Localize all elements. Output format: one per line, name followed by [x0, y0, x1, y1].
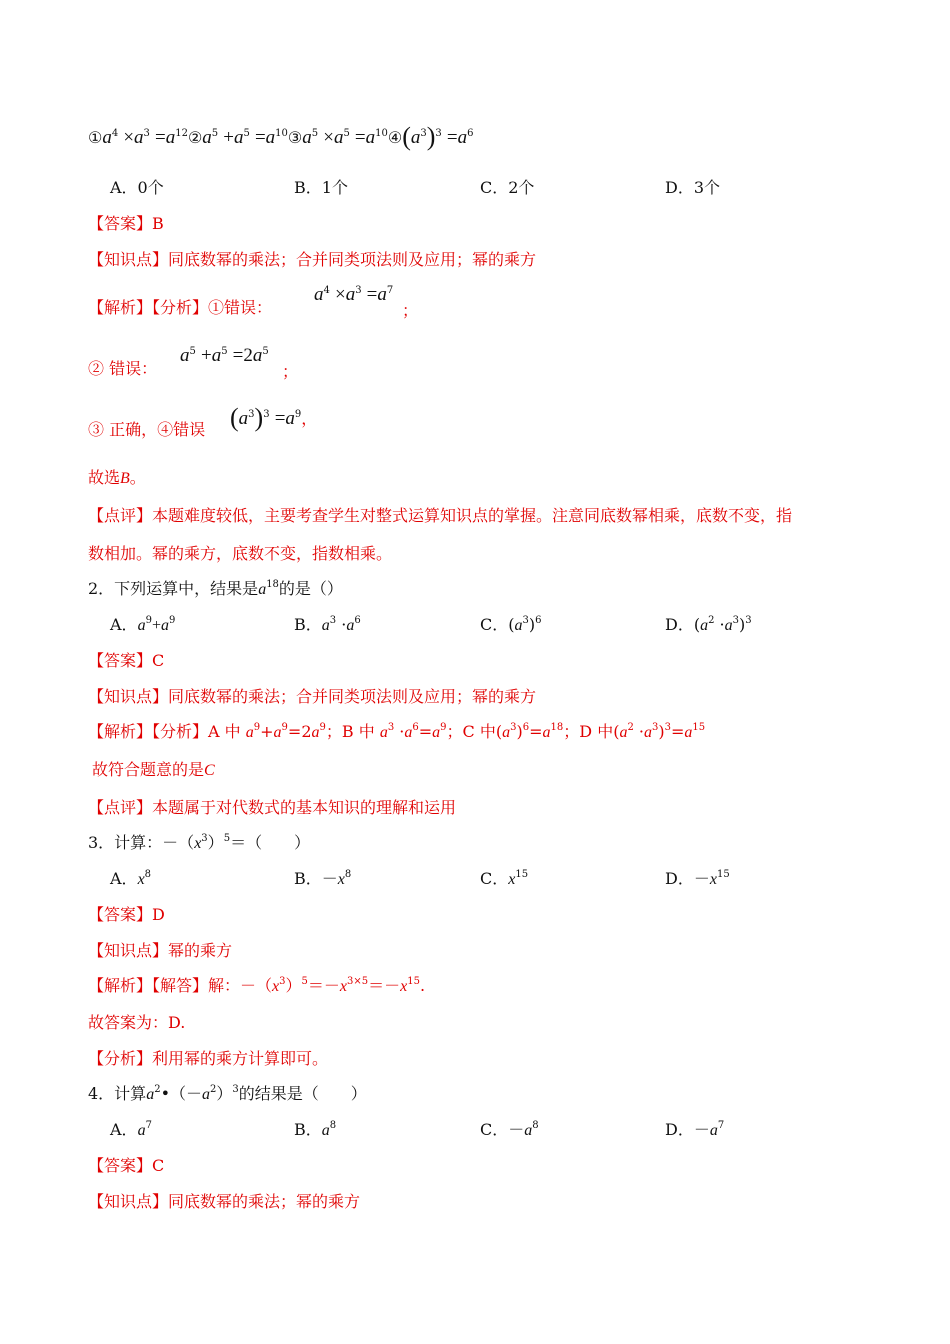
q2-option-d: D．$(a^2 \cdot a^3)^3$ [665, 615, 752, 634]
circled-1: ① [88, 128, 103, 147]
q3-option-a: A．$x^8$ [110, 869, 152, 888]
q1-expression: $①a^4 \times a^3$ $=a^{12}②a^5 +a^5$ $=a^{10}③a^5 \times a^5$ $=a^{10}④(a^3)^3 =a^6$ [88, 122, 474, 151]
q4-answer: 【答案】C [88, 1156, 165, 1175]
q1-analysis: 【解析】【分析】①错误： [88, 298, 273, 317]
q2-answer: 【答案】C [88, 651, 165, 670]
q2-knowledge: 【知识点】同底数幂的乘法；合并同类项法则及应用；幂的乘方 [88, 687, 537, 706]
q1-analysis-formula-3: $(a^3)^3 =a^9$， [230, 403, 318, 432]
q4-option-a: A．$a^7$ [110, 1120, 152, 1139]
q3-option-b: B．$-x^8$ [294, 869, 352, 888]
q2-stem: 2．下列运算中，结果是$a^{18}$的是（） [88, 579, 343, 598]
q3-knowledge: 【知识点】幂的乘方 [88, 941, 233, 960]
q1-answer: 【答案】B [88, 214, 164, 233]
q4-option-c: C．$-a^8$ [480, 1120, 539, 1139]
circled-4: ④ [387, 128, 403, 147]
q1-conclusion: 故选B。 [88, 468, 146, 487]
q4-option-b: B．$a^8$ [294, 1120, 337, 1139]
q3-stem: 3．计算：$-(x^3)^5=$（ ） [88, 833, 311, 852]
q1-analysis-line-2: ② 错误： [88, 359, 158, 378]
q4-knowledge: 【知识点】同底数幂的乘法；幂的乘方 [88, 1192, 361, 1211]
q1-option-b: B．1个 [294, 178, 348, 197]
q2-analysis: 【解析】【分析】A 中 $a^9+a^9=2a^9$；B 中 $a^3 \cdot a^6=a^9$；C 中$(a^3)^6=a^{18}$；D 中$(a^2 \cdot a^3)^3=a^{15}$ [88, 722, 706, 741]
q1-knowledge: 【知识点】同底数幂的乘法；合并同类项法则及应用；幂的乘方 [88, 250, 537, 269]
circled-3: ③ [287, 128, 303, 147]
q3-final: 故答案为：D. [88, 1013, 186, 1032]
q3-analysis: 【解析】【解答】解：$-(x^3)^5=-x^{3\times 5}=-x^{15}$. [88, 976, 426, 995]
circled-2: ② [187, 128, 203, 147]
q3-analysis-2: 【分析】利用幂的乘方计算即可。 [88, 1049, 329, 1068]
q2-option-c: C．$(a^3)^6$ [480, 615, 542, 634]
q1-comment-1: 【点评】本题难度较低，主要考查学生对整式运算知识点的掌握。注意同底数幂相乘，底数不变，指 [88, 506, 793, 525]
q2-option-b: B．$a^3 \cdot a^6$ [294, 615, 361, 634]
q1-option-d: D．3个 [665, 178, 721, 197]
q3-answer: 【答案】D [88, 905, 165, 924]
q3-option-d: D．$-x^{15}$ [665, 869, 730, 888]
q1-analysis-line-3: ③ 正确，④错误 [88, 420, 206, 439]
q2-option-a: A．$a^9+a^9$ [110, 615, 176, 634]
q1-analysis-formula-1: $a^4 \times a^3 =a^7$ [314, 284, 394, 305]
q1-option-c: C．2个 [480, 178, 535, 197]
q1-analysis-formula-2: $a^5 +a^5 =2a^5$ [180, 345, 269, 366]
q1-semicolon-1: ； [402, 301, 419, 320]
q1-semicolon-2: ； [282, 362, 299, 381]
q1-comment-2: 数相加。幂的乘方，底数不变，指数相乘。 [88, 544, 393, 563]
q2-comment: 【点评】本题属于对代数式的基本知识的理解和运用 [88, 798, 457, 817]
q4-option-d: D．$-a^7$ [665, 1120, 725, 1139]
q4-stem: 4．计算$a^2•(-a^2)^3$的结果是（ ） [88, 1084, 367, 1103]
q1-option-a: A．0个 [110, 178, 164, 197]
q3-option-c: C．$x^{15}$ [480, 869, 529, 888]
q2-conclusion: 故符合题意的是C [92, 760, 215, 779]
